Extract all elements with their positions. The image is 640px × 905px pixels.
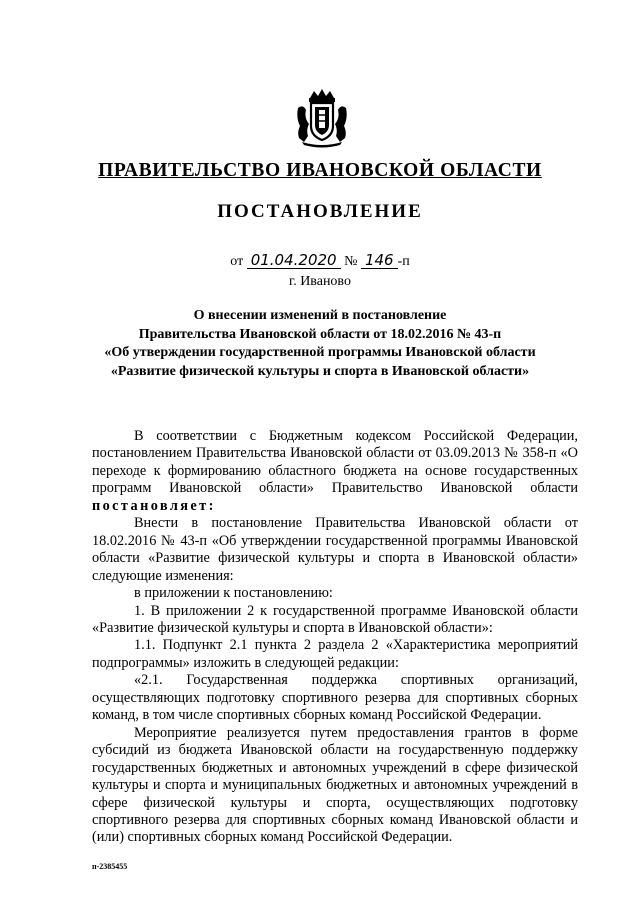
document-dateline: [0, 252, 640, 270]
number-suffix: -п: [397, 254, 410, 269]
decree-word: постановляет:: [92, 497, 216, 514]
body-paragraph: 1.1. Подпункт 2.1 пункта 2 раздела 2 «Характеристика мероприятий подпрограммы» изложить в следующей редакции:: [92, 637, 578, 671]
subject-line: «Об утверждении государственной программы Ивановской области: [104, 345, 536, 360]
body-paragraph: [92, 428, 578, 515]
body-paragraph: Внести в постановление Правительства Ивановской области от 18.02.2016 № 43-п «Об утверждении государственной программы Ивановской области «Развитие физической культуры и спорта в Ивановской области» следующие изменения:: [92, 515, 578, 584]
document-date: 01.04.2020: [247, 252, 341, 269]
preamble-text: В соответствии с Бюджетным кодексом Российской Федерации, постановлением Правительства Ивановской области от 03.09.2013 № 358-п «О переходе к формированию областного бюджета на основе государственных программ Ивановской области» Правительство Ивановской области: [92, 428, 578, 497]
body-paragraph: в приложении к постановлению:: [134, 585, 333, 602]
document-number: 146: [361, 252, 398, 269]
coat-of-arms-icon: [294, 88, 350, 148]
number-label: №: [344, 254, 358, 269]
document-city: г. Иваново: [289, 274, 351, 289]
body-paragraph: 1. В приложении 2 к государственной программе Ивановской области «Развитие физической культуры и спорта в Ивановской области»:: [92, 602, 578, 636]
document-type-title: ПОСТАНОВЛЕНИЕ: [217, 201, 423, 222]
document-body: [92, 428, 578, 847]
subject-line: «Развитие физической культуры и спорта в Ивановской области»: [110, 363, 530, 379]
government-title: ПРАВИТЕЛЬСТВО ИВАНОВСКОЙ ОБЛАСТИ: [98, 160, 542, 181]
footer-document-code: п-2385455: [92, 862, 128, 871]
date-prefix: от: [230, 254, 244, 269]
body-paragraph: «2.1. Государственная поддержка спортивных организаций, осуществляющих подготовку спортивного резерва для спортивных сборных команд, в том числе спортивных сборных команд Российской Федерации.: [92, 672, 578, 724]
subject-line: О внесении изменений в постановление: [193, 308, 447, 323]
body-paragraph: Мероприятие реализуется путем предоставления грантов в форме субсидий из бюджета Ивановской области на государственную поддержку государственных бюджетных и автономных учреждений в сфере физической культуры и спорта и муниципальных бюджетных и автономных учреждений в сфере физической культуры и спорта, осуществляющих подготовку спортивного резерва для спортивных сборных команд Ивановской области и (или) спортивных сборных команд Российской Федерации.: [92, 724, 578, 846]
subject-line: Правительства Ивановской области от 18.02.2016 № 43-п: [138, 326, 502, 342]
document-subject: [60, 307, 580, 381]
